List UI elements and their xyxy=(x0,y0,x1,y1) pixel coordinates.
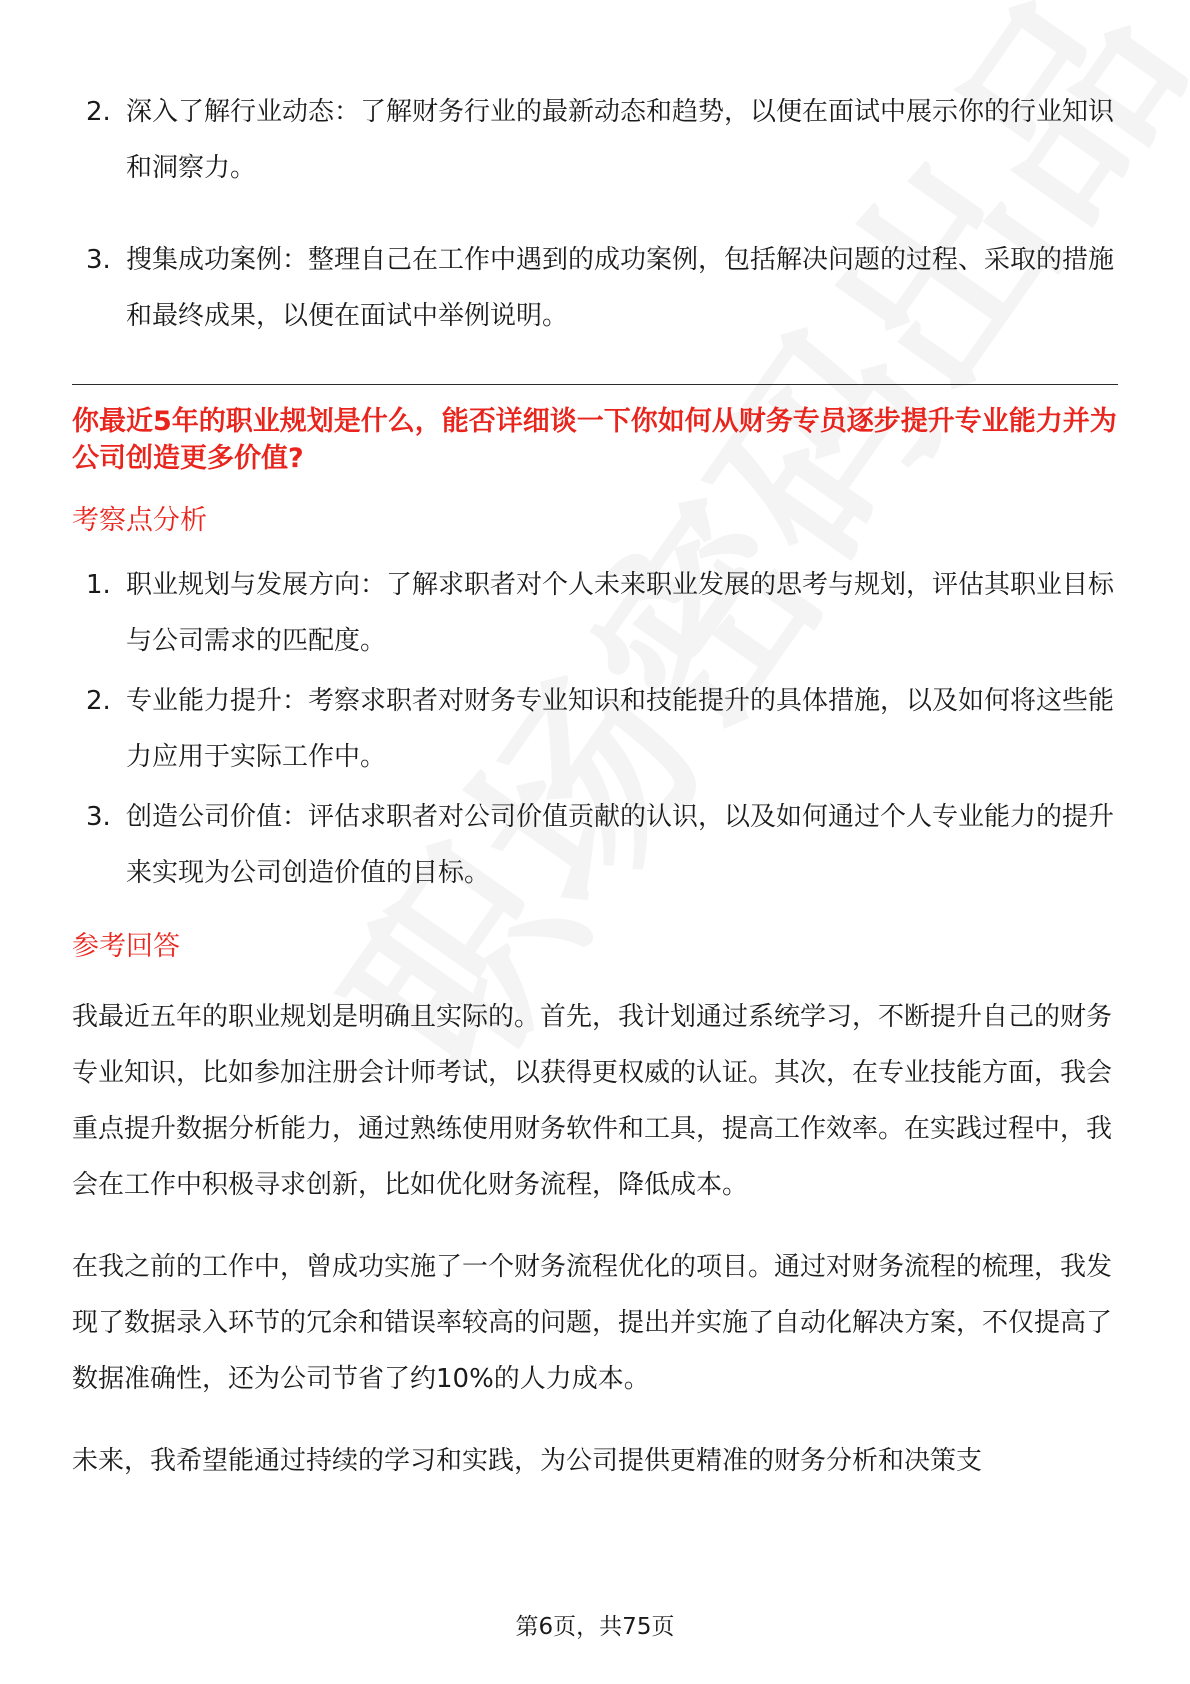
preparation-list xyxy=(72,84,1118,344)
answer-heading: 参考回答 xyxy=(72,931,180,962)
list-item-number: 3. xyxy=(86,245,111,275)
answer-paragraph: 在我之前的工作中，曾成功实施了一个财务流程优化的项目。通过对财务流程的梳理，我发现了数据录入环节的冗余和错误率较高的问题，提出并实施了自动化解决方案，不仅提高了数据准确性，还为公司节省了约10%的人力成本。 xyxy=(72,1252,1113,1394)
list-item-number: 1. xyxy=(86,570,111,600)
list-item xyxy=(72,673,1118,785)
page-footer: 第6页，共75页 xyxy=(515,1614,675,1640)
list-item-number: 2. xyxy=(86,686,111,716)
list-item xyxy=(72,84,1118,196)
list-item-text: 专业能力提升：考察求职者对财务专业知识和技能提升的具体措施，以及如何将这些能力应用于实际工作中。 xyxy=(126,686,1115,772)
analysis-heading: 考察点分析 xyxy=(72,505,207,536)
interview-question: 你最近5年的职业规划是什么，能否详细谈一下你如何从财务专员逐步提升专业能力并为公司创造更多价值? xyxy=(72,406,1117,474)
list-item-text: 深入了解行业动态：了解财务行业的最新动态和趋势，以便在面试中展示你的行业知识和洞察力。 xyxy=(126,97,1115,183)
list-item-text: 职业规划与发展方向：了解求职者对个人未来职业发展的思考与规划，评估其职业目标与公司需求的匹配度。 xyxy=(126,570,1115,656)
list-item-number: 3. xyxy=(86,802,111,832)
section-divider xyxy=(72,384,1118,385)
list-item xyxy=(72,557,1118,669)
answer-paragraph: 未来，我希望能通过持续的学习和实践，为公司提供更精准的财务分析和决策支 xyxy=(72,1446,983,1476)
list-item-text: 创造公司价值：评估求职者对公司价值贡献的认识，以及如何通过个人专业能力的提升来实现为公司创造价值的目标。 xyxy=(126,802,1115,888)
list-item xyxy=(72,232,1118,344)
list-item-number: 2. xyxy=(86,97,111,127)
analysis-list xyxy=(72,557,1118,901)
answer-paragraph: 我最近五年的职业规划是明确且实际的。首先，我计划通过系统学习，不断提升自己的财务专业知识，比如参加注册会计师考试，以获得更权威的认证。其次，在专业技能方面，我会重点提升数据分析能力，通过熟练使用财务软件和工具，提高工作效率。在实践过程中，我会在工作中积极寻求创新，比如优化财务流程，降低成本。 xyxy=(72,1002,1113,1200)
list-item xyxy=(72,789,1118,901)
page-content xyxy=(72,84,1118,1515)
list-item-text: 搜集成功案例：整理自己在工作中遇到的成功案例，包括解决问题的过程、采取的措施和最终成果，以便在面试中举例说明。 xyxy=(126,245,1115,331)
